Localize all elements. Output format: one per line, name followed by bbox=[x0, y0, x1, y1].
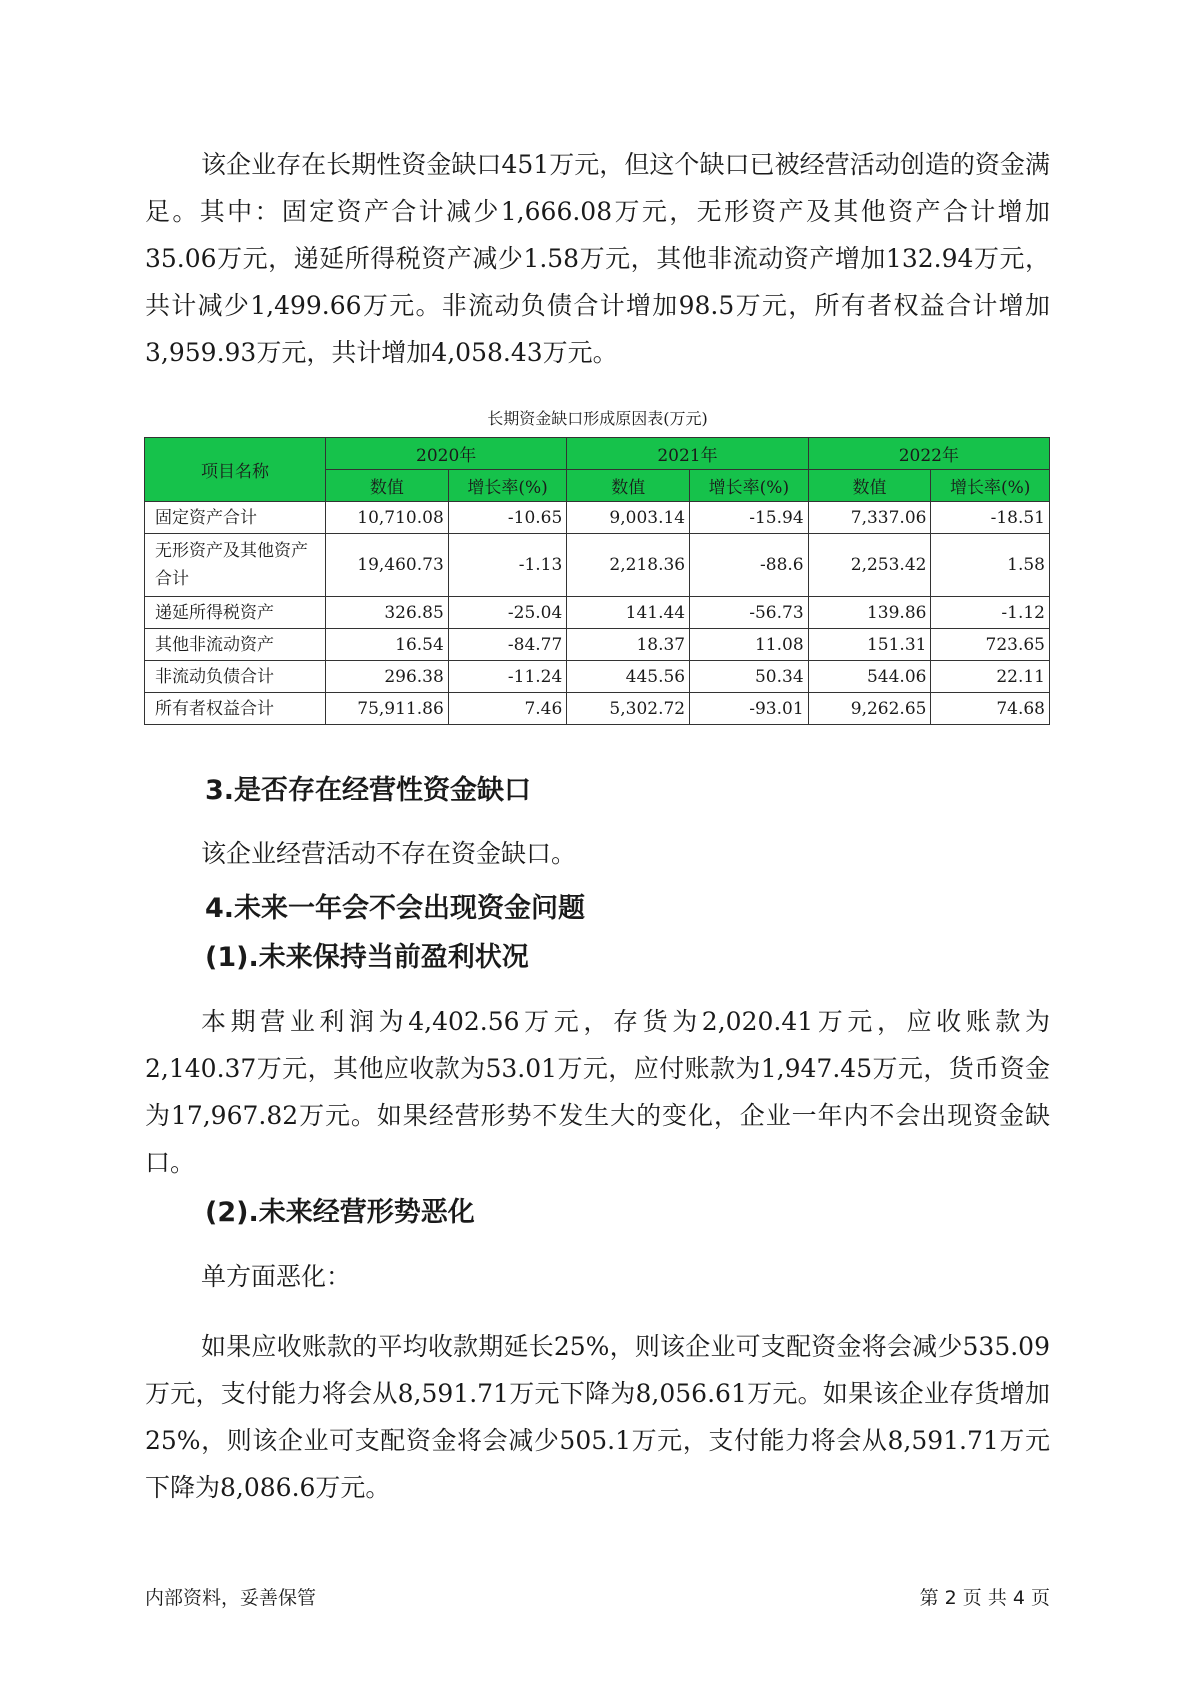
row-name: 固定资产合计 bbox=[145, 502, 326, 534]
growth-2022: -1.12 bbox=[931, 597, 1050, 629]
header-year-2022: 2022年 bbox=[808, 438, 1049, 470]
header-year-2021: 2021年 bbox=[567, 438, 808, 470]
table-row bbox=[145, 693, 1050, 725]
growth-2021: 50.34 bbox=[690, 661, 809, 693]
growth-2022: 1.58 bbox=[931, 534, 1050, 597]
value-2021: 9,003.14 bbox=[567, 502, 690, 534]
growth-2021: -88.6 bbox=[690, 534, 809, 597]
value-2022: 151.31 bbox=[808, 629, 931, 661]
growth-2021: -15.94 bbox=[690, 502, 809, 534]
growth-2020: 7.46 bbox=[448, 693, 567, 725]
long-term-gap-table bbox=[144, 437, 1050, 725]
value-2022: 139.86 bbox=[808, 597, 931, 629]
paragraph-single-factor: 单方面恶化： bbox=[201, 1262, 352, 1291]
header-growth: 增长率(%) bbox=[448, 470, 567, 502]
growth-2020: -84.77 bbox=[448, 629, 567, 661]
heading-current-profit: (1).未来保持当前盈利状况 bbox=[205, 942, 529, 973]
table-row bbox=[145, 597, 1050, 629]
table-caption: 长期资金缺口形成原因表(万元) bbox=[487, 409, 708, 428]
growth-2021: -56.73 bbox=[690, 597, 809, 629]
header-value: 数值 bbox=[808, 470, 931, 502]
growth-2022: -18.51 bbox=[931, 502, 1050, 534]
growth-2020: -10.65 bbox=[448, 502, 567, 534]
footer-confidential: 内部资料，妥善保管 bbox=[145, 1587, 317, 1609]
growth-2022: 723.65 bbox=[931, 629, 1050, 661]
value-2022: 9,262.65 bbox=[808, 693, 931, 725]
value-2022: 7,337.06 bbox=[808, 502, 931, 534]
row-name: 其他非流动资产 bbox=[145, 629, 326, 661]
header-year-2020: 2020年 bbox=[325, 438, 566, 470]
value-2021: 18.37 bbox=[567, 629, 690, 661]
row-name: 所有者权益合计 bbox=[145, 693, 326, 725]
value-2020: 10,710.08 bbox=[325, 502, 448, 534]
value-2021: 5,302.72 bbox=[567, 693, 690, 725]
value-2020: 75,911.86 bbox=[325, 693, 448, 725]
value-2022: 544.06 bbox=[808, 661, 931, 693]
value-2020: 19,460.73 bbox=[325, 534, 448, 597]
row-name: 递延所得税资产 bbox=[145, 597, 326, 629]
header-value: 数值 bbox=[567, 470, 690, 502]
growth-2021: 11.08 bbox=[690, 629, 809, 661]
row-name: 非流动负债合计 bbox=[145, 661, 326, 693]
value-2021: 445.56 bbox=[567, 661, 690, 693]
header-growth: 增长率(%) bbox=[931, 470, 1050, 502]
row-name: 无形资产及其他资产合计 bbox=[145, 534, 326, 597]
footer-page-number: 第 2 页 共 4 页 bbox=[919, 1587, 1050, 1609]
table-row bbox=[145, 629, 1050, 661]
paragraph-operating-gap: 该企业经营活动不存在资金缺口。 bbox=[201, 839, 577, 868]
header-value: 数值 bbox=[325, 470, 448, 502]
value-2020: 16.54 bbox=[325, 629, 448, 661]
paragraph-deterioration-detail: 如果应收账款的平均收款期延长25%，则该企业可支配资金将会减少535.09万元，支付能力将会从8,591.71万元下降为8,056.61万元。如果该企业存货增加25%，则该企业可支配资金将会减少505.1万元，支付能力将会从8,591.71万元下降为8,086.6万元。 bbox=[145, 1332, 1050, 1502]
value-2020: 326.85 bbox=[325, 597, 448, 629]
value-2020: 296.38 bbox=[325, 661, 448, 693]
table-row bbox=[145, 661, 1050, 693]
growth-2022: 74.68 bbox=[931, 693, 1050, 725]
header-item-name: 项目名称 bbox=[145, 438, 326, 502]
value-2021: 2,218.36 bbox=[567, 534, 690, 597]
growth-2020: -1.13 bbox=[448, 534, 567, 597]
growth-2021: -93.01 bbox=[690, 693, 809, 725]
value-2021: 141.44 bbox=[567, 597, 690, 629]
growth-2020: -25.04 bbox=[448, 597, 567, 629]
heading-deterioration: (2).未来经营形势恶化 bbox=[205, 1197, 475, 1228]
table-row bbox=[145, 502, 1050, 534]
table-row bbox=[145, 534, 1050, 597]
paragraph-current-profit: 本期营业利润为4,402.56万元，存货为2,020.41万元，应收账款为2,140.37万元，其他应收款为53.01万元，应付账款为1,947.45万元，货币资金为17,967.82万元。如果经营形势不发生大的变化，企业一年内不会出现资金缺口。 bbox=[145, 1007, 1050, 1177]
paragraph-long-term-gap: 该企业存在长期性资金缺口451万元，但这个缺口已被经营活动创造的资金满足。其中：固定资产合计减少1,666.08万元，无形资产及其他资产合计增加35.06万元，递延所得税资产减少1.58万元，其他非流动资产增加132.94万元，共计减少1,499.66万元。非流动负债合计增加98.5万元，所有者权益合计增加3,959.93万元，共计增加4,058.43万元。 bbox=[145, 150, 1050, 367]
value-2022: 2,253.42 bbox=[808, 534, 931, 597]
header-growth: 增长率(%) bbox=[690, 470, 809, 502]
growth-2020: -11.24 bbox=[448, 661, 567, 693]
heading-next-year: 4.未来一年会不会出现资金问题 bbox=[205, 893, 586, 924]
growth-2022: 22.11 bbox=[931, 661, 1050, 693]
heading-operating-gap: 3.是否存在经营性资金缺口 bbox=[205, 775, 532, 806]
